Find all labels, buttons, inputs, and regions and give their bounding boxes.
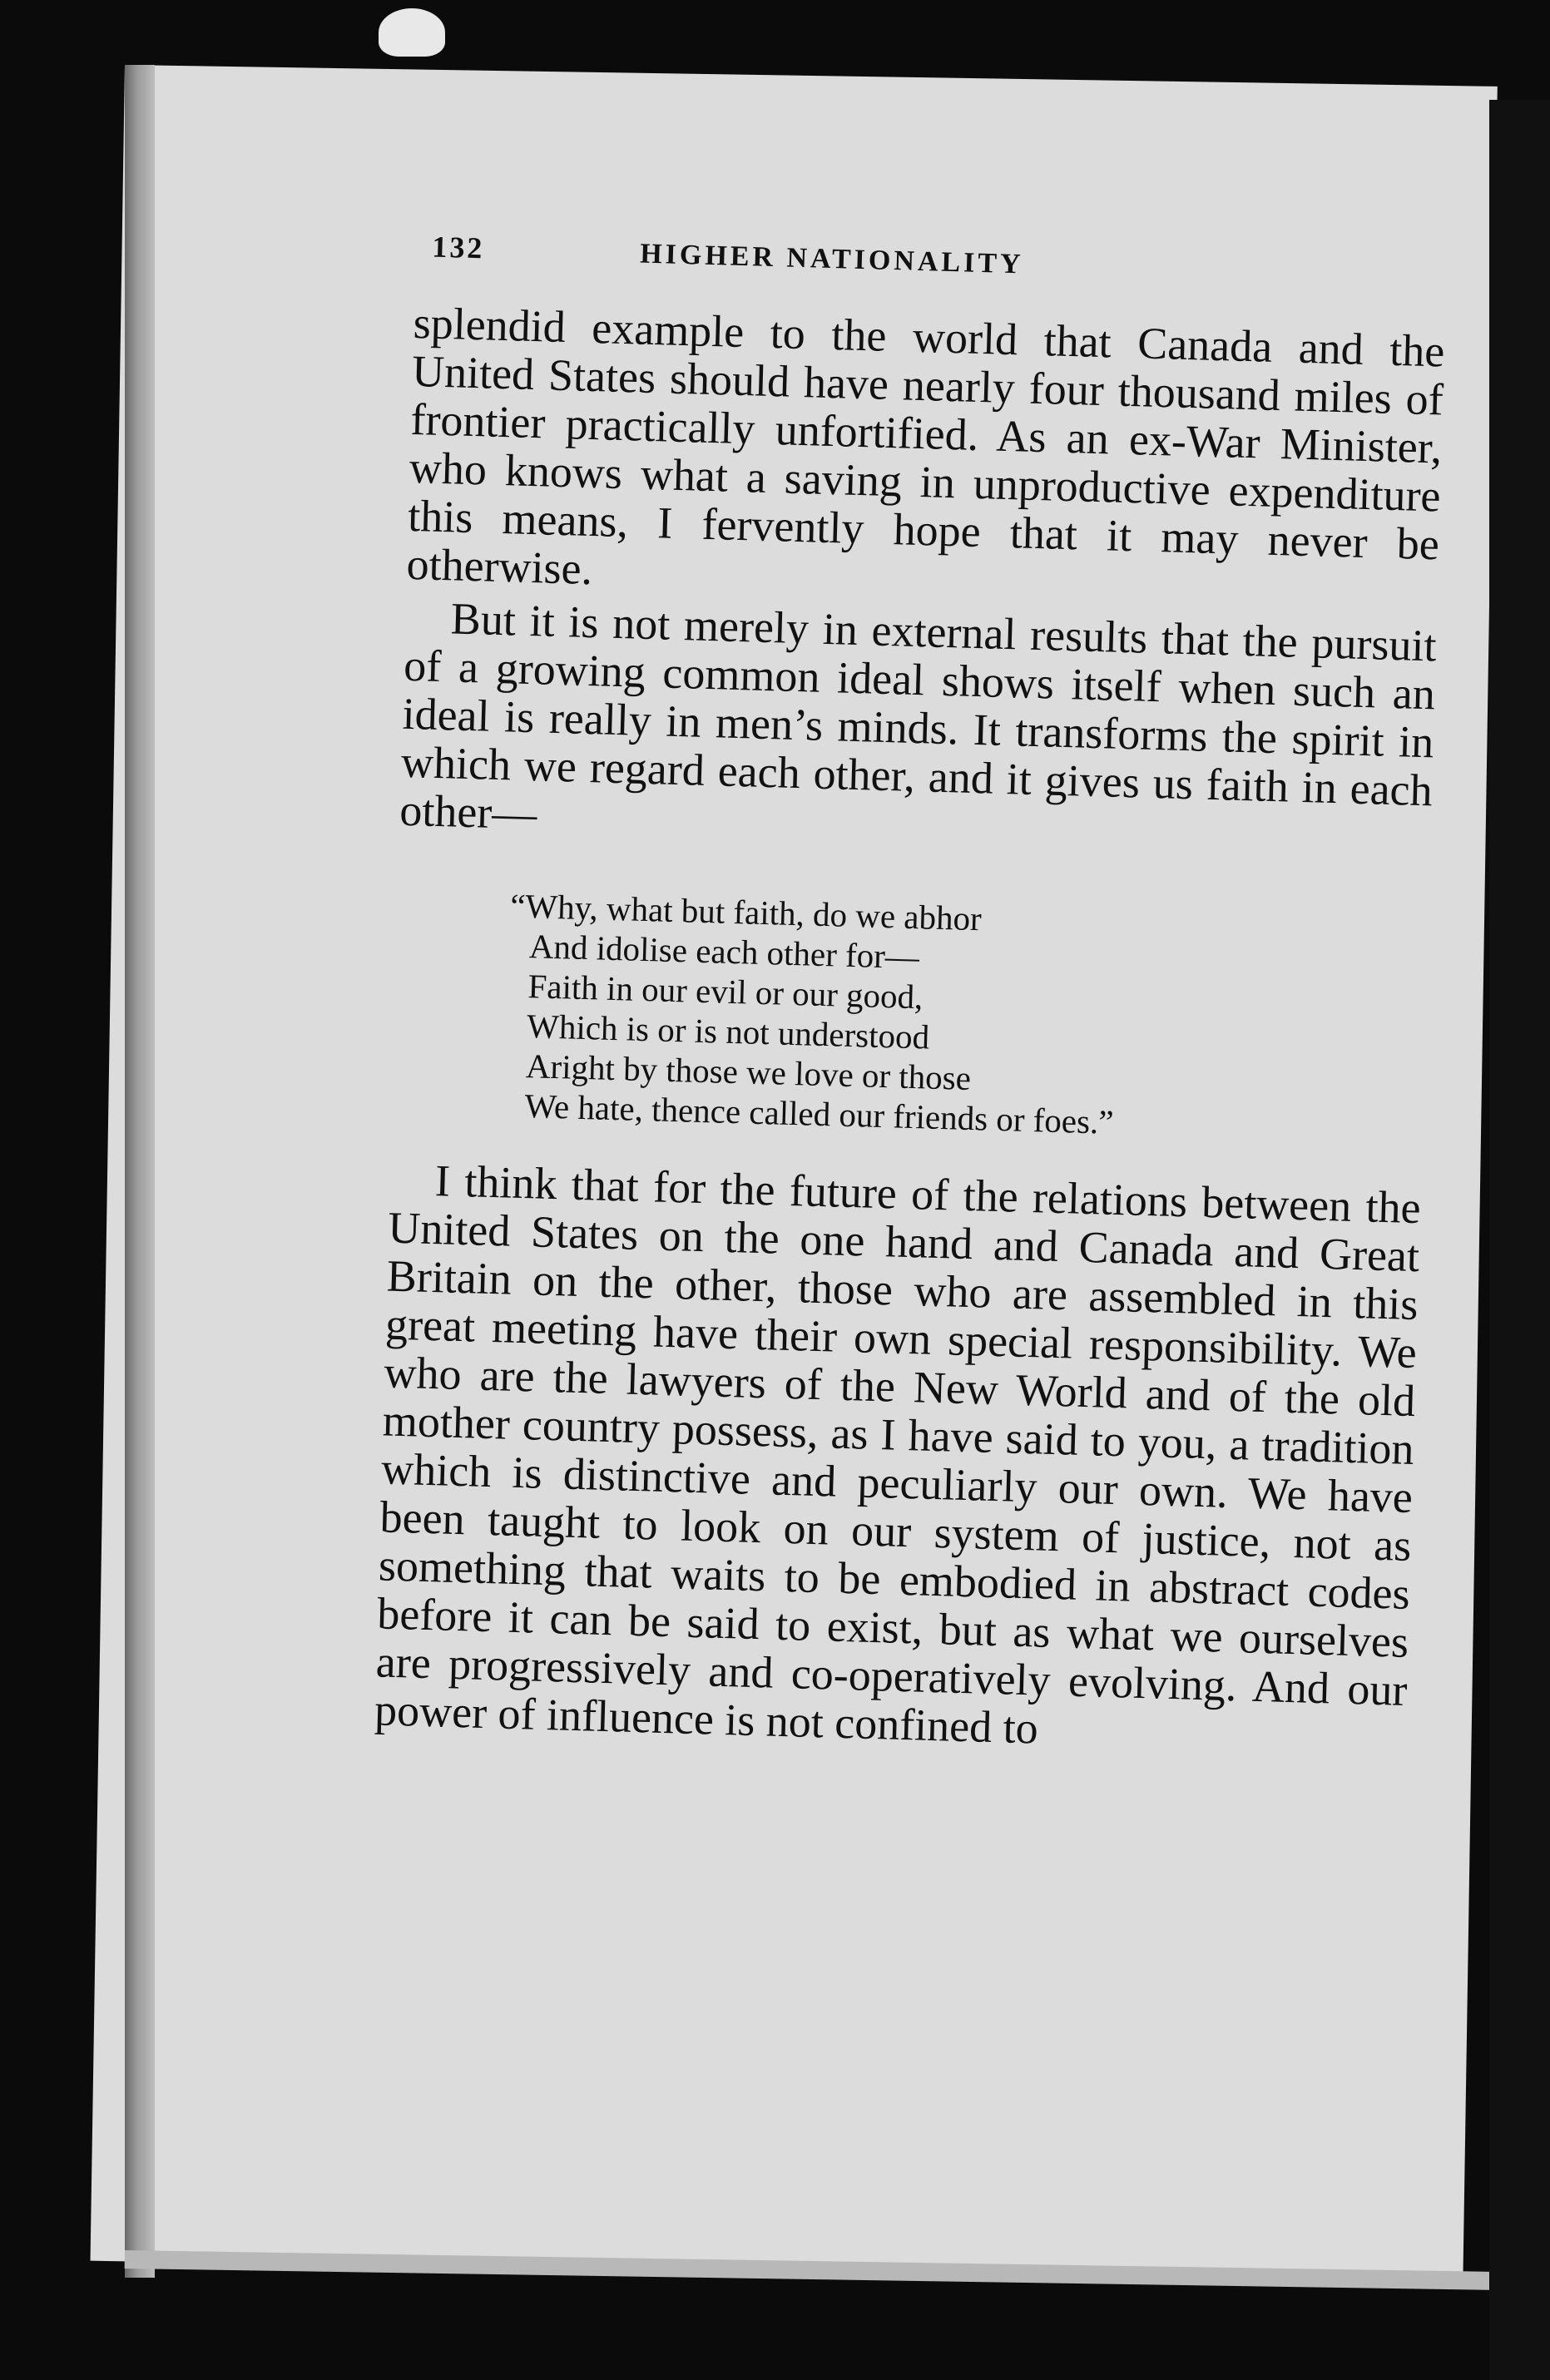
verse-line: And idolise each other for—	[528, 927, 920, 977]
verse-line: We hate, thence called our friends or foes.”	[523, 1086, 1115, 1141]
paragraph: I think that for the future of the relations between the United States on the one hand and Canada and Great Britain on the other, those who are assembled in this great meeting have their own special responsibility. We who are the lawyers of the New World and of the old mother country possess, as I have said to you, a tradition which is distinctive and peculiarly our own. We have been taught to look on our system of justice, not as something that waits to be embodied in abstract codes before it can be said to exist, but as what we ourselves are progressively and co-operatively evolving. And our power of influence is not confined to	[374, 1155, 1422, 1754]
running-title: HIGHER NATIONALITY	[639, 238, 1025, 280]
book-binding-edge	[125, 65, 155, 2278]
page-number: 132	[431, 230, 485, 265]
verse-line: Faith in our evil or our good,	[527, 967, 924, 1017]
scan-artifact	[379, 8, 445, 57]
paragraph: But it is not merely in external results that the pursuit of a growing common ideal shows itself when such an ideal is really in men’s minds. It transforms the spirit in which we regard each other, and it gives us faith in each other—	[399, 593, 1438, 839]
verse-quotation	[509, 886, 1429, 1150]
verse-line: “Why, what but faith, do we abhor	[509, 886, 983, 938]
dark-margin-right	[1489, 100, 1550, 2380]
verse-line: Aright by those we love or those	[525, 1047, 972, 1098]
paragraph-continued: splendid example to the world that Canada and the United States should have nearly four thousand miles of frontier practically unfortified. As an ex-War Minister, who knows what a saving in unproductive expenditure this means, I fervently hope that it may never be otherwise.	[405, 297, 1446, 595]
verse-line: Which is or is not understood	[526, 1007, 930, 1056]
page-content	[374, 229, 1447, 1763]
